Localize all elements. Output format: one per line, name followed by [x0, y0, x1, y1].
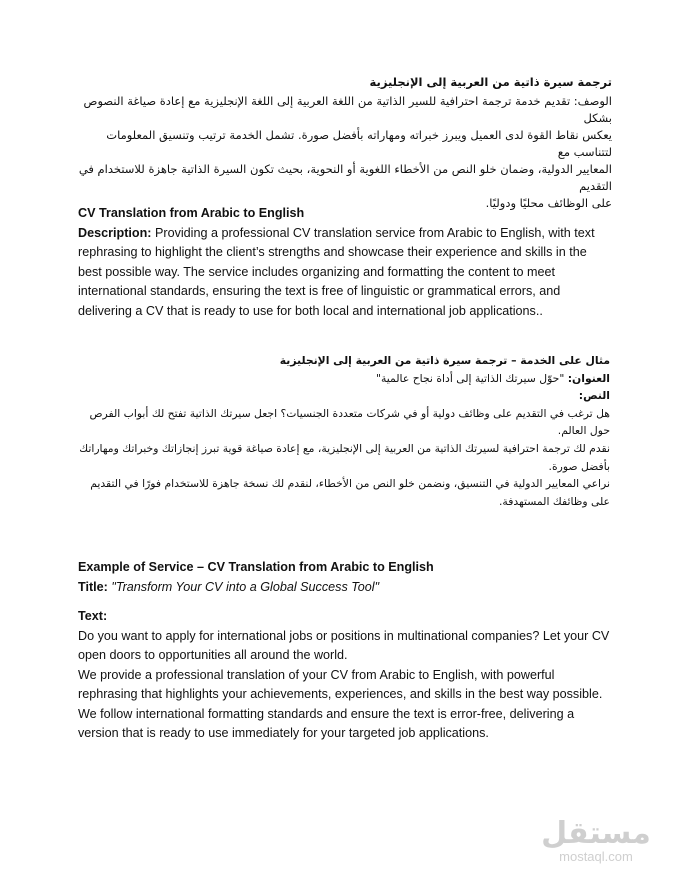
arabic-description-line: الوصف: تقديم خدمة ترجمة احترافية للسير الذاتية من اللغة العربية إلى اللغة الإنجليزية مع إعادة صياغة النصوص بشكل	[83, 94, 612, 125]
arabic-example-section	[72, 352, 610, 510]
arabic-example-paragraph: نراعي المعايير الدولية في التنسيق، ونضمن خلو النص من الأخطاء، لنقدم لك نسخة جاهزة للاستخدام فورًا في التقديم على وظائفك المستهدفة.	[90, 477, 610, 508]
english-description-section	[78, 204, 608, 321]
english-description-paragraph	[78, 224, 608, 322]
arabic-example-paragraph: نقدم لك ترجمة احترافية لسيرتك الذاتية من العربية إلى الإنجليزية، مع إعادة صياغة قوية تبرز إنجازاتك وخبراتك ومهاراتك بأفضل صورة.	[79, 441, 610, 473]
description-label: Description:	[78, 225, 152, 240]
arabic-text-label: النص:	[578, 389, 610, 403]
text-label: Text:	[78, 609, 108, 623]
arabic-address-line	[72, 370, 610, 388]
arabic-address-label: العنوان:	[567, 371, 610, 385]
arabic-example-paragraph: هل ترغب في التقديم على وظائف دولية أو في شركات متعددة الجنسيات؟ اجعل سيرتك الذاتية تفتح لك أبواب الفرص حول العالم.	[89, 406, 610, 438]
watermark-arabic: مستقل	[541, 816, 651, 851]
english-example-paragraph: We provide a professional translation of your CV from Arabic to English, with powerful rephrasing that highlights your achievements, experiences, and skills in the best way possible.	[78, 667, 603, 701]
arabic-description-section	[72, 74, 612, 212]
spacer	[78, 597, 613, 607]
english-example-paragraph: We follow international formatting standards and ensure the text is error-free, delivering a version that is ready to use immediately for your targeted job applications.	[78, 706, 575, 740]
arabic-address-value: "حوّل سيرتك الذاتية إلى أداة نجاح عالمية"	[376, 371, 568, 385]
mostaql-watermark-logo	[536, 818, 656, 864]
arabic-description-line: المعايير الدولية، وضمان خلو النص من الأخطاء اللغوية أو النحوية، بحيث تكون السيرة الذاتية جاهزة للاستخدام في التقديم	[78, 162, 612, 193]
title-label: Title:	[78, 579, 108, 594]
watermark-latin: mostaql.com	[559, 849, 633, 864]
english-section-title: CV Translation from Arabic to English	[78, 206, 305, 220]
english-example-title: Example of Service – CV Translation from Arabic to English	[78, 560, 434, 574]
arabic-example-title: مثال على الخدمة – ترجمة سيرة ذاتية من العربية إلى الإنجليزية	[279, 354, 610, 367]
title-value: "Transform Your CV into a Global Success Tool"	[107, 579, 380, 594]
arabic-description-line: يعكس نقاط القوة لدى العميل ويبرز خبراته ومهاراته بأفضل صورة. تشمل الخدمة ترتيب وتنسيق المعلومات لتتناسب مع	[106, 128, 612, 159]
description-text: Providing a professional CV translation service from Arabic to English, with text rephrasing to highlight the client’s strengths and showcase their experience and skills in the best possible way. The service includes organizing and formatting the content to meet international standards, ensuring the text is free of linguistic or grammatical errors, and delivering a CV that is ready to use for both local and international job applications..	[78, 225, 595, 318]
english-example-paragraph: Do you want to apply for international jobs or positions in multinational companies? Let your CV open doors to opportunities all around the world.	[78, 628, 610, 662]
english-title-line	[78, 578, 613, 598]
arabic-description-line: على الوظائف محليًا ودوليًا.	[485, 196, 612, 210]
english-example-section	[78, 558, 613, 744]
arabic-section-title: ترجمة سيرة ذاتية من العربية إلى الإنجليزية	[369, 75, 612, 89]
